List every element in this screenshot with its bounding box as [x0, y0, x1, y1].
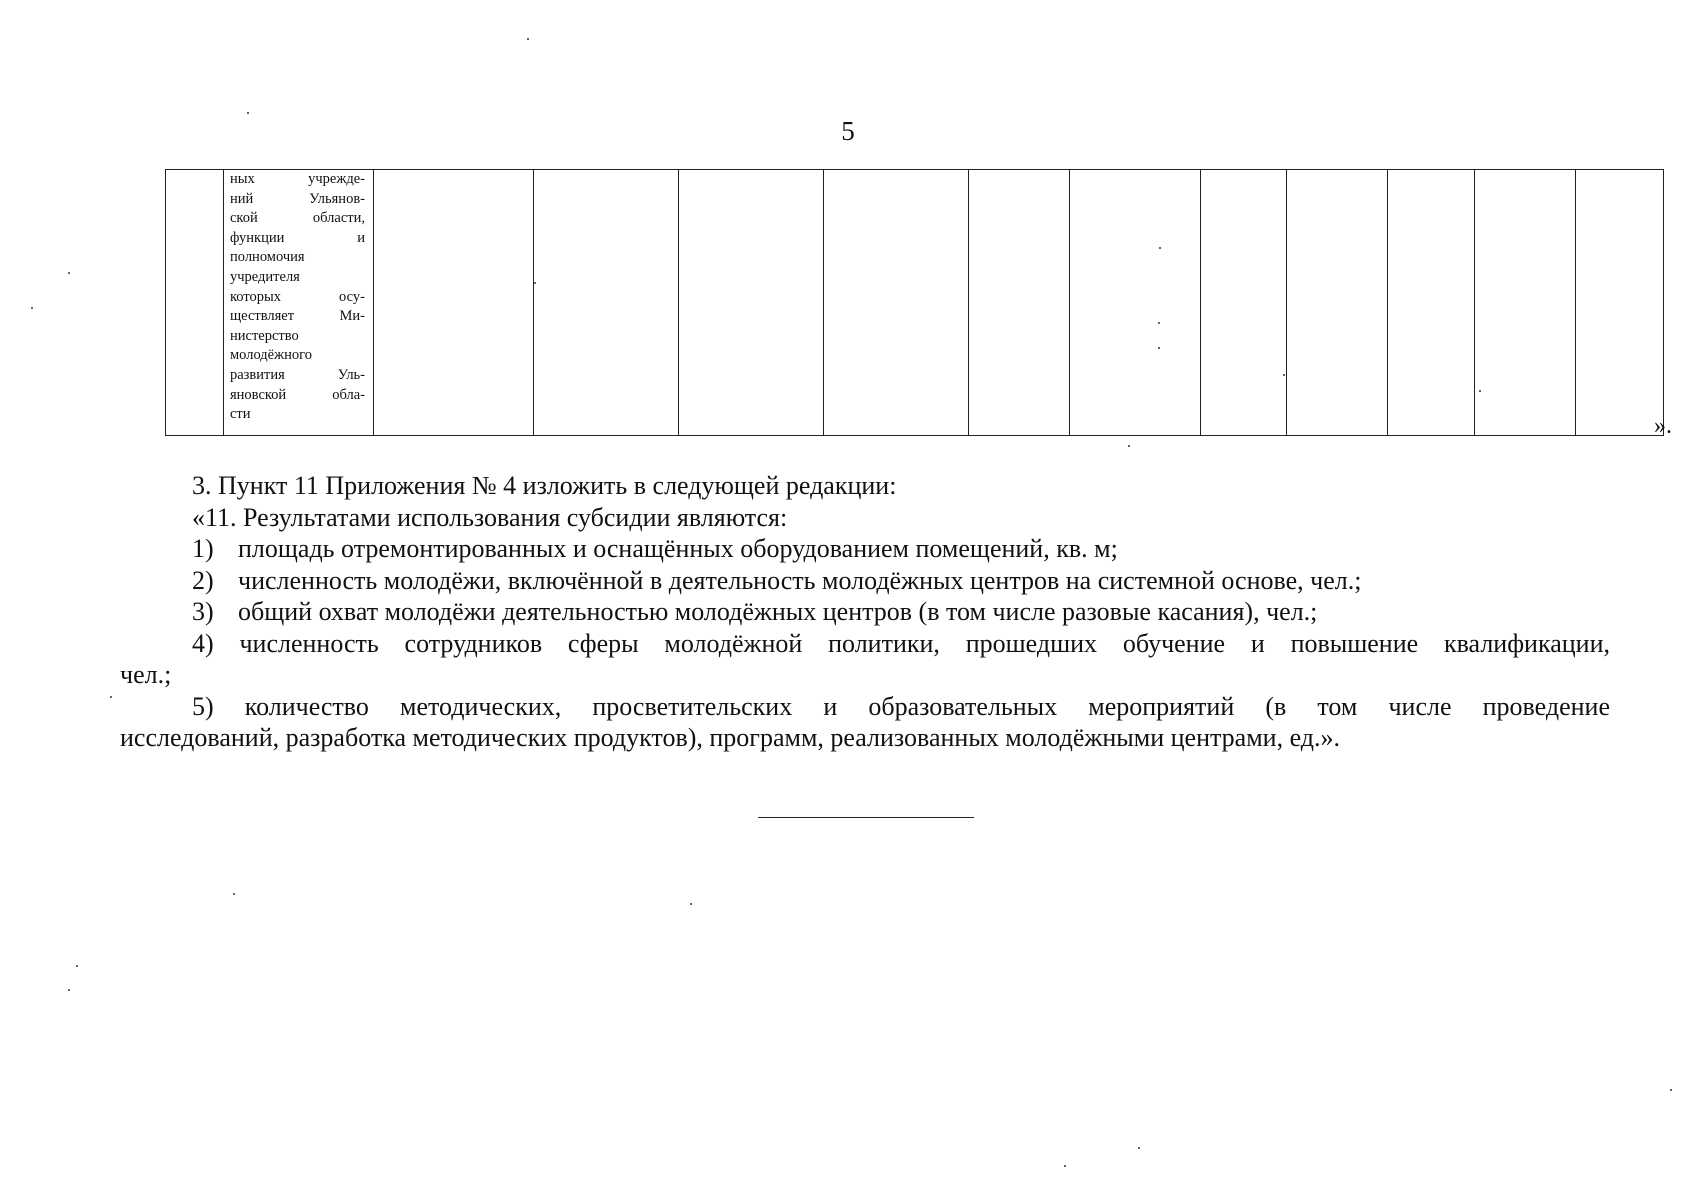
cell-text: [224, 170, 373, 425]
table-cell: [1576, 170, 1664, 436]
scan-speck: [1479, 390, 1481, 392]
list-text: площадь отремонтированных и оснащённых оборудованием помещений, кв. м;: [238, 534, 1118, 563]
table-cell: [679, 170, 824, 436]
scan-speck: [1283, 374, 1285, 376]
page-number: 5: [841, 116, 855, 146]
table-close-quote: ».: [1654, 413, 1672, 439]
list-number: 1): [192, 534, 214, 563]
scan-speck: [1138, 1147, 1140, 1149]
list-item-4-line: 4) численность сотрудников сферы молодёжной политики, прошедших обучение и повышение квалификации,: [192, 628, 1610, 658]
scan-speck: [1158, 322, 1160, 324]
list-item-4-tail: чел.;: [120, 660, 172, 689]
cell-line: которых осу-: [230, 288, 365, 305]
scan-speck: [534, 282, 536, 284]
scan-speck: [690, 903, 692, 905]
table-cell: [1201, 170, 1287, 436]
scan-speck: [233, 893, 235, 895]
scan-speck: [76, 965, 78, 967]
list-item-2: [120, 565, 1610, 597]
table-cell: [969, 170, 1070, 436]
table-cell: [1070, 170, 1201, 436]
cell-line: ской области,: [230, 210, 365, 227]
scan-speck: [1064, 1165, 1066, 1167]
cell-line: нистерство: [230, 327, 299, 344]
scan-speck: [110, 696, 112, 698]
scan-speck: [527, 38, 529, 40]
cell-line: полномочия: [230, 249, 305, 266]
list-text: численность молодёжи, включённой в деятельность молодёжных центров на системной основе, чел.;: [238, 565, 1362, 595]
list-item-5-tail: исследований, разработка методических продуктов), программ, реализованных молодёжными центрами, ед.».: [120, 723, 1341, 752]
cell-line: сти: [230, 406, 251, 423]
list-number: 3): [192, 597, 214, 626]
table-row: [166, 170, 1664, 436]
table-cell: [534, 170, 679, 436]
table-cell: [1475, 170, 1576, 436]
list-text: общий охват молодёжи деятельностью молодёжных центров (в том числе разовые касания), чел.;: [238, 597, 1318, 626]
scan-speck: [68, 272, 70, 274]
table-cell: [1287, 170, 1388, 436]
scan-speck: [1128, 445, 1130, 447]
table-cell: [824, 170, 969, 436]
table-cell: [374, 170, 534, 436]
cell-line: развития Уль-: [230, 366, 365, 383]
amendment-heading: 3. Пункт 11 Приложения № 4 изложить в следующей редакции:: [192, 471, 897, 500]
table-cell: [166, 170, 224, 436]
scan-speck: [1159, 247, 1161, 249]
clause-intro: «11. Результатами использования субсидии являются:: [192, 502, 788, 532]
scan-speck: [247, 112, 249, 114]
cell-line: ний Ульянов-: [230, 190, 365, 207]
document-body: [120, 470, 1610, 754]
cell-line: учредителя: [230, 268, 300, 285]
cell-line: яновской обла-: [230, 386, 365, 403]
table-cell: [1388, 170, 1475, 436]
table-cell-name: [224, 170, 374, 436]
list-number: 2): [192, 565, 214, 595]
cell-line: функции и: [230, 229, 365, 246]
scan-speck: [1670, 1089, 1672, 1091]
closing-rule: [758, 817, 974, 818]
scan-speck: [31, 307, 33, 309]
scan-speck: [68, 989, 70, 991]
cell-line: молодёжного: [230, 347, 312, 364]
scan-speck: [1158, 347, 1160, 349]
cell-line: ных учрежде-: [230, 171, 365, 187]
list-item-5-line: 5) количество методических, просветительских и образовательных мероприятий (в том числе проведение: [192, 691, 1610, 721]
list-item-3: [120, 596, 1610, 628]
list-item-1: [120, 533, 1610, 565]
continuation-table: [165, 169, 1664, 436]
cell-line: ществляет Ми-: [230, 308, 365, 325]
